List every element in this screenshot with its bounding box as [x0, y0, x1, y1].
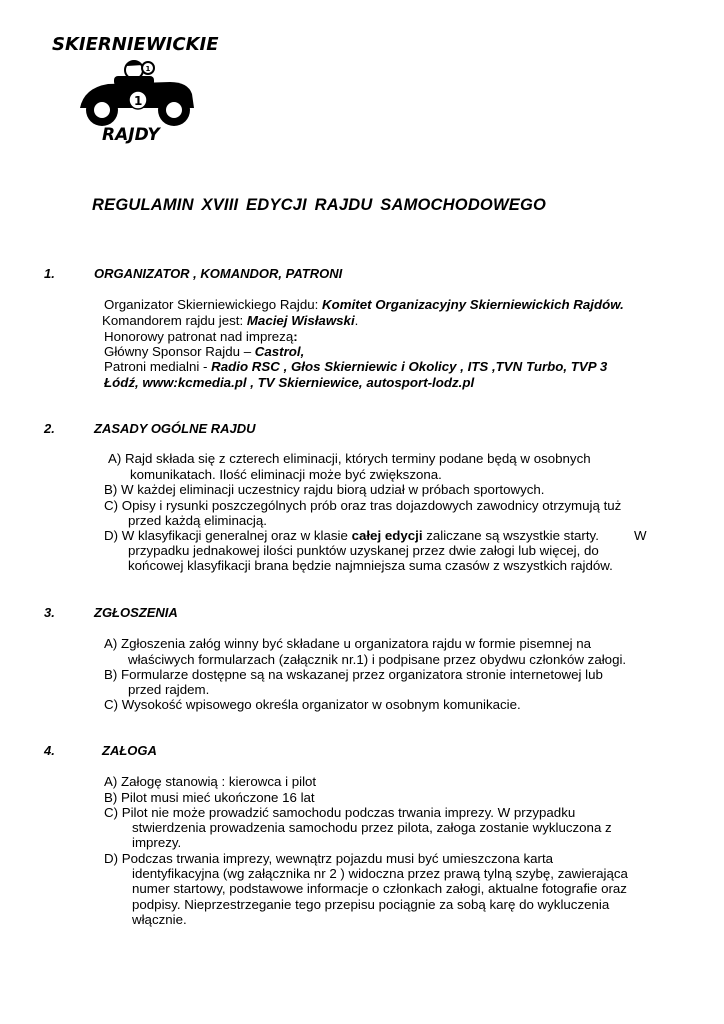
section-2-line-8: końcowej klasyfikacji brana będzie najmniejsza suma czasów z wszystkich rajdów.: [128, 558, 613, 573]
section-1-line-5: Patroni medialni - Radio RSC , Głos Skierniewic i Okolicy , ITS ,TVN Turbo, TVP 3: [104, 359, 608, 374]
section-3-line-4: przed rajdem.: [128, 682, 210, 697]
logo-top-text: SKIERNIEWICKIE: [52, 34, 219, 55]
section-1-number: 1.: [44, 266, 55, 281]
rally-logo: [50, 30, 222, 145]
section-4-line-7: identyfikacyjna (wg załącznika nr 2 ) widoczna przez prawą tylną szybę, zawierająca: [132, 866, 628, 881]
section-1-line-1: Organizator Skierniewickiego Rajdu: Komitet Organizacyjny Skierniewickich Rajdów.: [104, 297, 624, 312]
section-3-line-3: B) Formularze dostępne są na wskazanej przez organizatora stronie internetowej lub: [104, 667, 603, 682]
section-2-line-1: A) Rajd składa się z czterech eliminacji, których terminy podane będą w osobnych: [108, 451, 591, 466]
section-2-line-2: komunikatach. Ilość eliminacji może być zwiększona.: [130, 467, 442, 482]
logo-bottom-text: RAJDY: [102, 125, 160, 145]
section-1-line-3: Honorowy patronat nad imprezą:: [104, 329, 298, 344]
section-2-line-5: przed każdą eliminacją.: [128, 513, 267, 528]
section-2-line-7: przypadku jednakowej ilości punktów uzyskanej przez dwie załogi lub więcej, do: [128, 543, 599, 558]
section-3-line-5: C) Wysokość wpisowego określa organizator w osobnym komunikacie.: [104, 697, 521, 712]
section-1-title: ORGANIZATOR , KOMANDOR, PATRONI: [94, 266, 343, 281]
section-4-line-10: włącznie.: [132, 912, 187, 927]
section-3-title: ZGŁOSZENIA: [94, 605, 178, 620]
section-4-line-2: B) Pilot musi mieć ukończone 16 lat: [104, 790, 315, 805]
section-4-number: 4.: [44, 743, 55, 758]
section-2-line-4: C) Opisy i rysunki poszczególnych prób oraz tras dojazdowych zawodnicy otrzymują tuż: [104, 498, 622, 513]
section-1-line-4: Główny Sponsor Rajdu – Castrol,: [104, 344, 305, 359]
section-4-line-3: C) Pilot nie może prowadzić samochodu podczas trwania imprezy. W przypadku: [104, 805, 576, 820]
section-4-line-8: numer startowy, podstawowe informacje o członkach załogi, aktualne fotografie oraz: [132, 881, 627, 896]
document-title: REGULAMIN XVIII EDYCJI RAJDU SAMOCHODOWEGO: [92, 196, 547, 214]
section-4-title: ZAŁOGA: [102, 743, 157, 758]
section-2-line-6-tail: W: [634, 528, 647, 543]
section-4-line-1: A) Załogę stanowią : kierowca i pilot: [104, 774, 317, 789]
section-2-line-3: B) W każdej eliminacji uczestnicy rajdu biorą udział w próbach sportowych.: [104, 482, 545, 497]
section-4-line-4: stwierdzenia prowadzenia samochodu przez pilota, załoga zostanie wykluczona z: [132, 820, 612, 835]
svg-text:1: 1: [145, 65, 151, 73]
section-4-line-5: imprezy.: [132, 835, 182, 850]
rally-car-logo-icon: [50, 30, 222, 145]
section-3-line-2: właściwych formularzach (załącznik nr.1) i podpisane przez obydwu członków załogi.: [128, 652, 627, 667]
section-2-number: 2.: [44, 421, 55, 436]
section-2-line-6: D) W klasyfikacji generalnej oraz w klasie całej edycji zaliczane są wszystkie starty.: [104, 528, 599, 543]
section-4-line-9: podpisy. Nieprzestrzeganie tego przepisu pociągnie za sobą karę do wykluczenia: [132, 897, 610, 912]
section-2-title: ZASADY OGÓLNE RAJDU: [94, 421, 256, 436]
section-3-line-1: A) Zgłoszenia załóg winny być składane u organizatora rajdu w formie pisemnej na: [104, 636, 592, 651]
section-1-line-2: Komandorem rajdu jest: Maciej Wisławski.: [102, 313, 359, 328]
section-3-number: 3.: [44, 605, 55, 620]
section-1-line-6: Łódź, www:kcmedia.pl , TV Skierniewice, autosport-lodz.pl: [104, 375, 475, 390]
logo-badge-number: 1: [134, 94, 143, 108]
section-4-line-6: D) Podczas trwania imprezy, wewnątrz pojazdu musi być umieszczona karta: [104, 851, 554, 866]
